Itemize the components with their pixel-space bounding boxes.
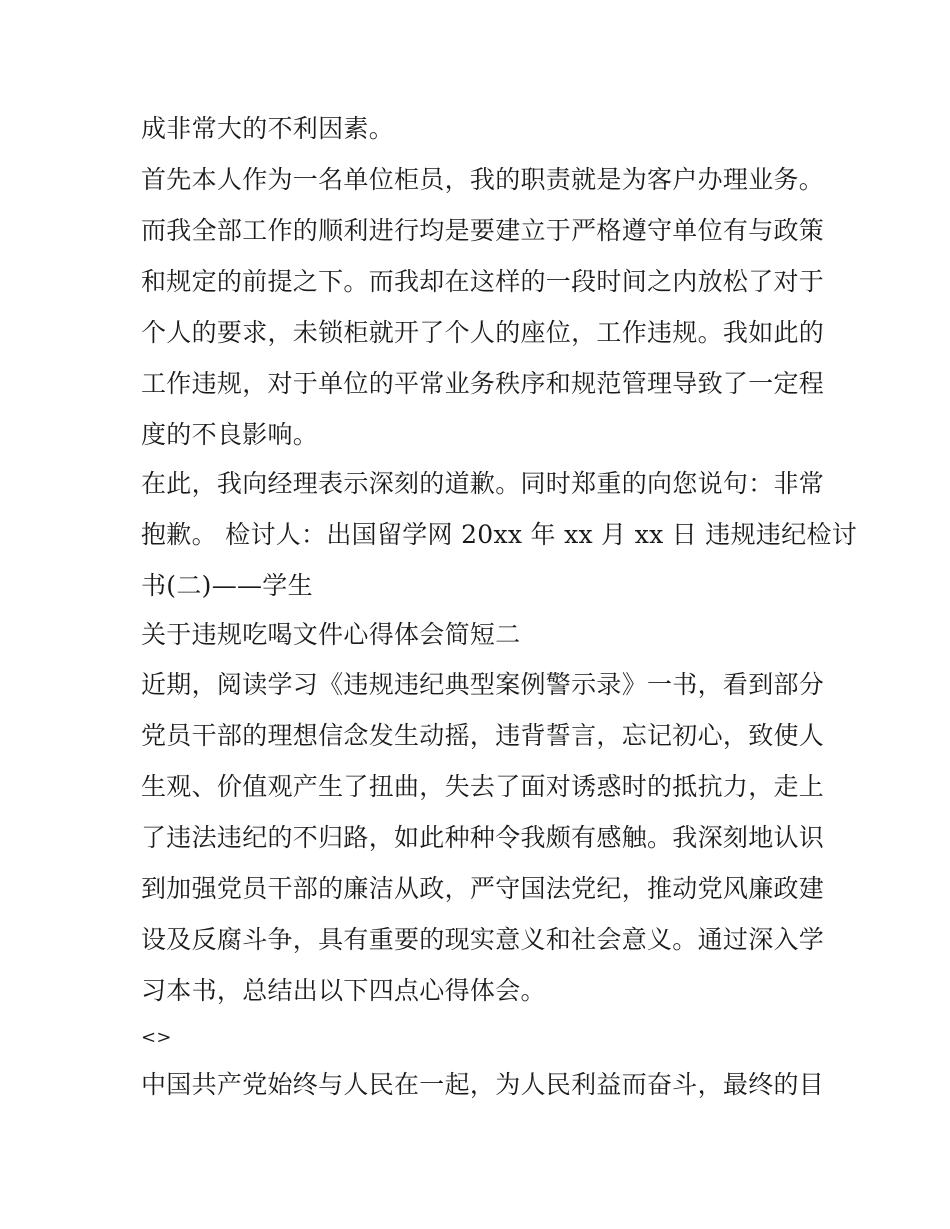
- text-line: 和规定的前提之下。而我却在这样的一段时间之内放松了对于: [141, 267, 825, 296]
- text-line: 到加强党员干部的廉洁从政，严守国法党纪，推动党风廉政建: [141, 874, 825, 903]
- text-line: 生观、价值观产生了扭曲，失去了面对诱惑时的抵抗力，走上: [141, 772, 825, 801]
- text-line: 了违法违纪的不归路，如此种种令我颇有感触。我深刻地认识: [141, 823, 825, 852]
- text-line: 在此，我向经理表示深刻的道歉。同时郑重的向您说句：非常: [141, 469, 825, 498]
- text-line: 中国共产党始终与人民在一起，为人民利益而奋斗，最终的目: [141, 1070, 825, 1099]
- text-line: 首先本人作为一名单位柜员，我的职责就是为客户办理业务。: [141, 165, 825, 194]
- text-line: 设及反腐斗争，具有重要的现实意义和社会意义。通过深入学: [141, 925, 825, 954]
- text-line: 抱歉。 检讨人：出国留学网 20xx 年 xx 月 xx 日 违规违纪检讨: [141, 520, 858, 549]
- text-line: 近期，阅读学习《违规违纪典型案例警示录》一书，看到部分: [141, 670, 825, 699]
- text-line: 书(二)——学生: [141, 571, 313, 600]
- text-line: 成非常大的不利因素。: [141, 114, 395, 143]
- text-line: <>: [141, 1027, 172, 1048]
- text-line: 度的不良影响。: [141, 420, 319, 449]
- text-line: 习本书，总结出以下四点心得体会。: [141, 976, 546, 1005]
- text-line: 而我全部工作的顺利进行均是要建立于严格遵守单位有与政策: [141, 216, 825, 245]
- text-line: 工作违规，对于单位的平常业务秩序和规范管理导致了一定程: [141, 369, 825, 398]
- text-line: 个人的要求，未锁柜就开了个人的座位，工作违规。我如此的: [141, 318, 825, 347]
- section-heading: 关于违规吃喝文件心得体会简短二: [141, 620, 521, 649]
- text-line: 党员干部的理想信念发生动摇，违背誓言，忘记初心，致使人: [141, 721, 825, 750]
